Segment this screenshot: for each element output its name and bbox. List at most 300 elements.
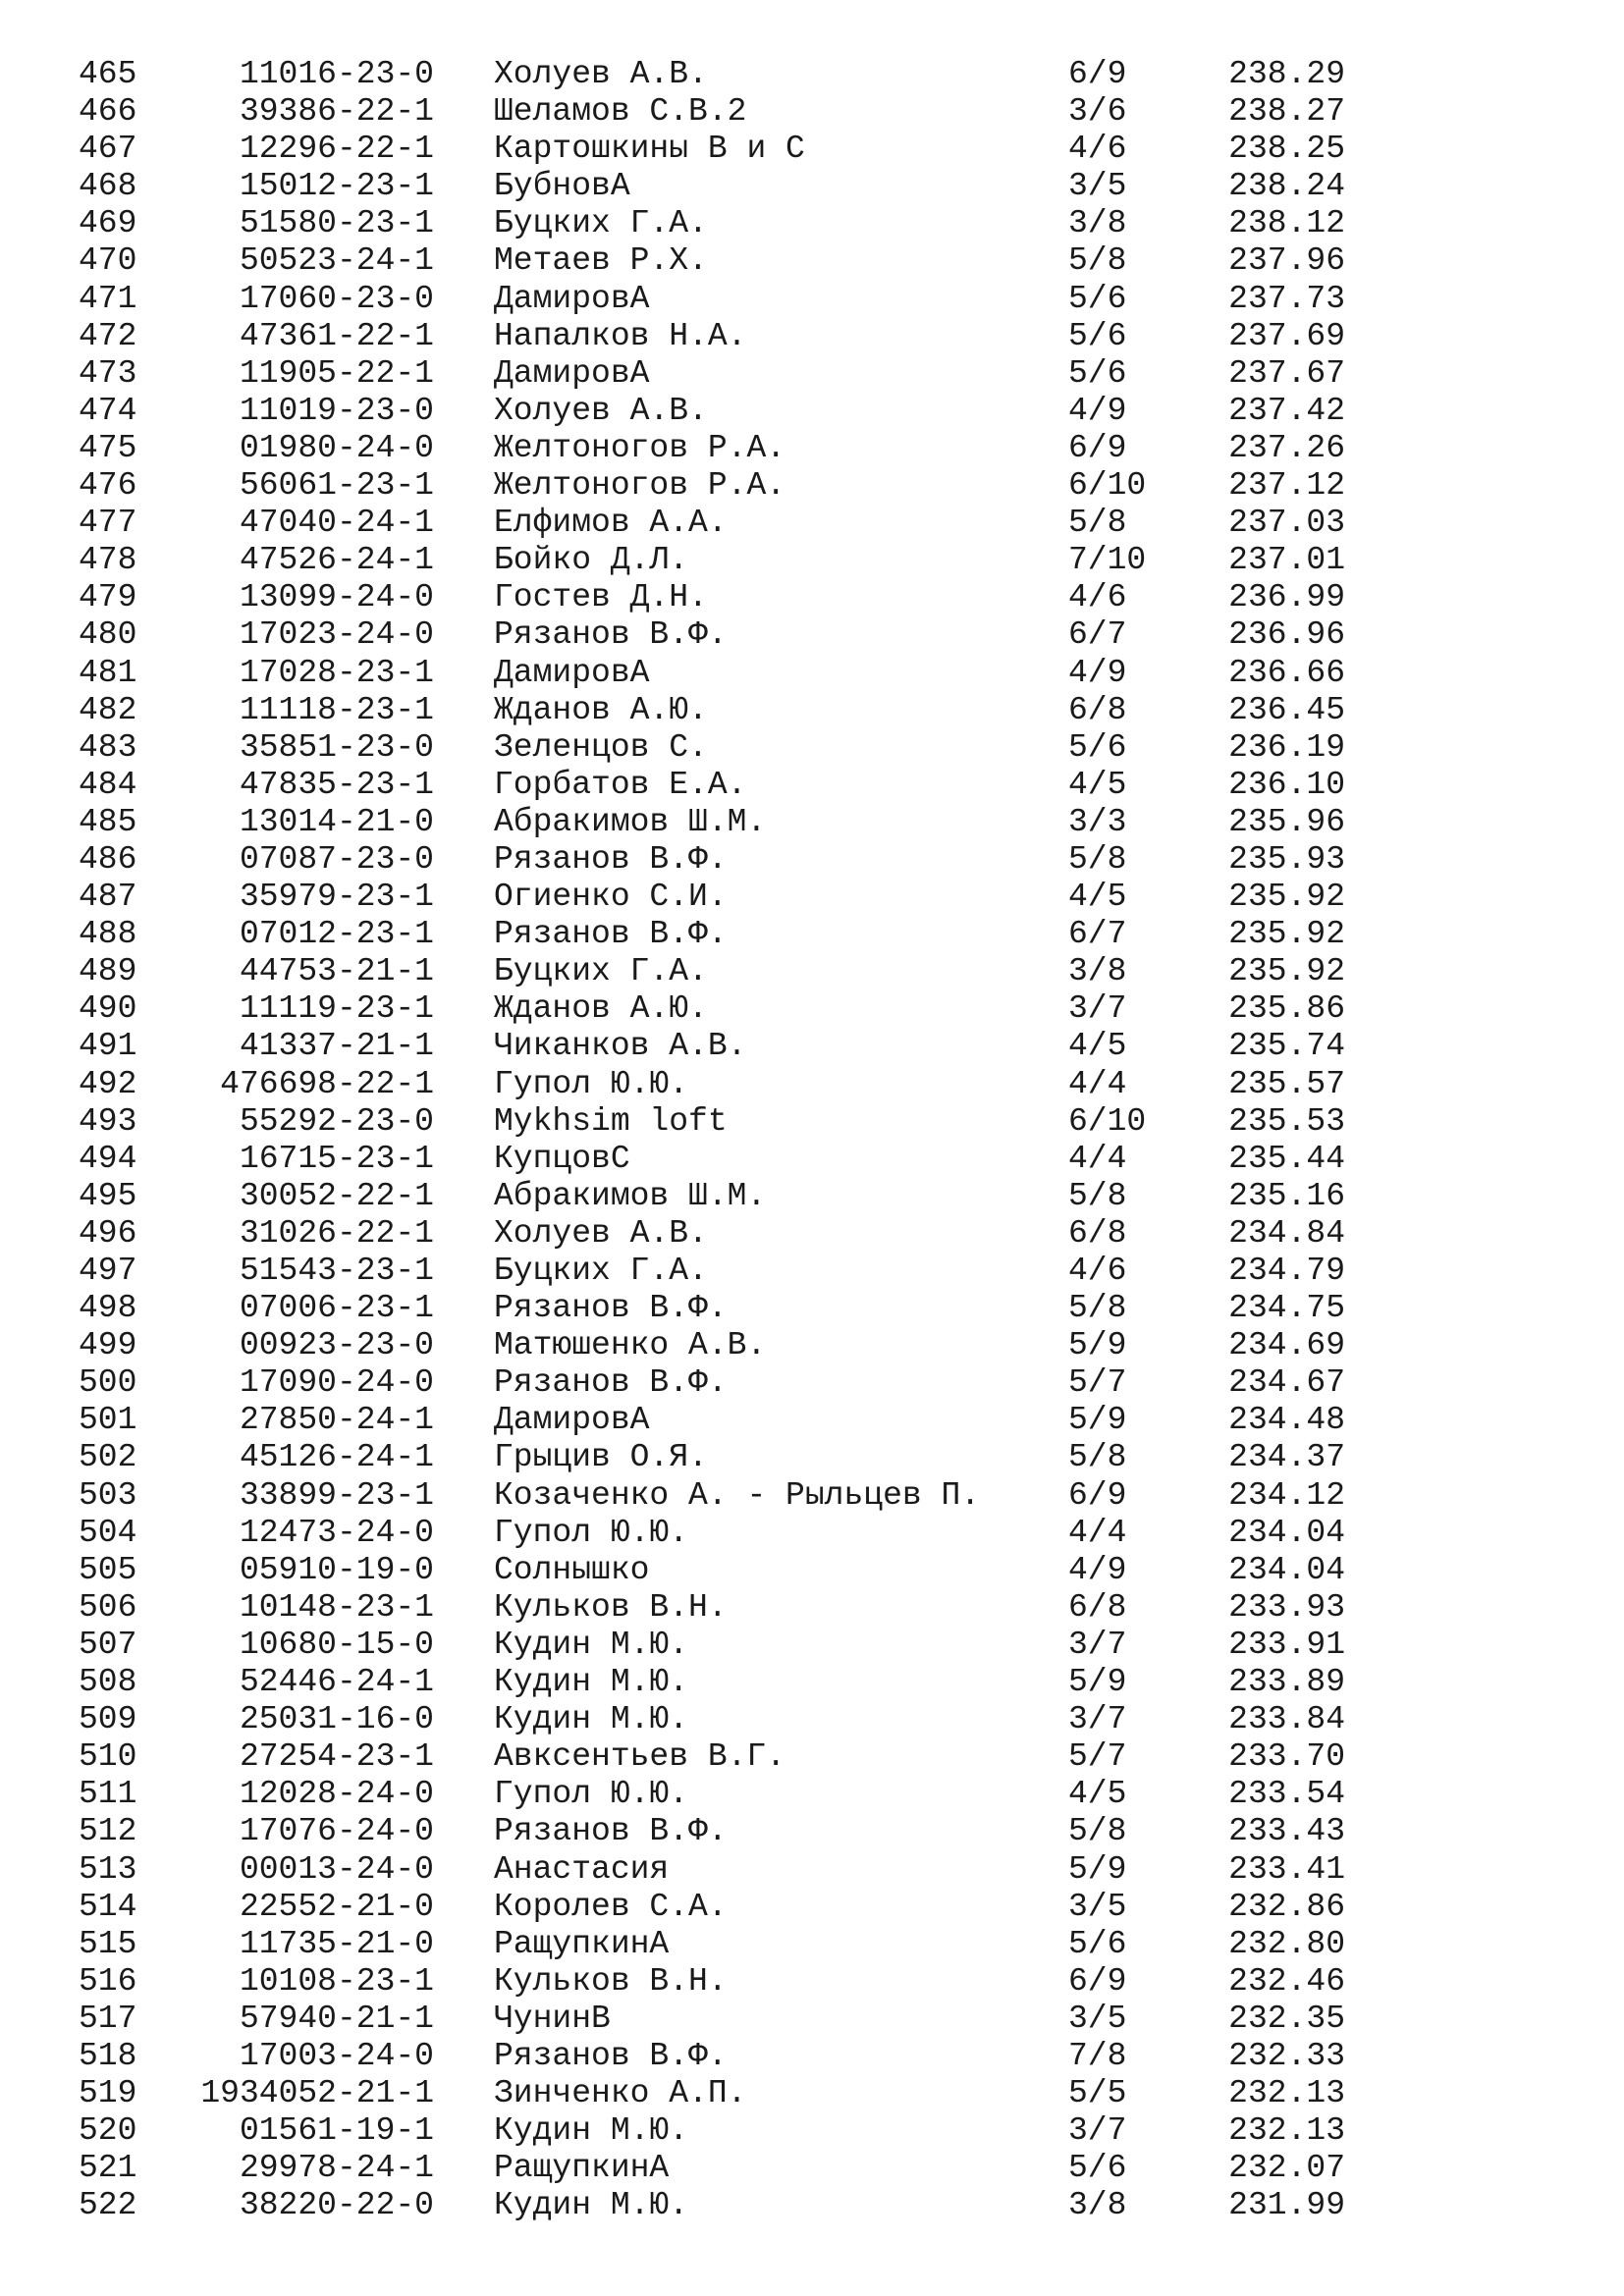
list-item <box>0 2187 1624 2224</box>
row-fraction: 3/3 <box>1068 803 1127 840</box>
row-name: Рязанов В.Ф. <box>494 916 728 953</box>
row-fraction: 4/4 <box>1068 1065 1127 1102</box>
row-name: КупцовС <box>494 1140 630 1177</box>
row-id: 17028-23-1 <box>239 654 434 691</box>
row-number: 493 <box>79 1102 137 1140</box>
row-score: 234.04 <box>1228 1551 1345 1588</box>
row-fraction: 3/7 <box>1068 1701 1127 1738</box>
row-number: 470 <box>79 242 137 280</box>
row-number: 515 <box>79 1925 137 1962</box>
row-name: Зинченко А.П. <box>494 2075 747 2112</box>
row-fraction: 4/6 <box>1068 131 1127 168</box>
row-name: Кудин М.Ю. <box>494 1664 689 1701</box>
list-item <box>0 1889 1624 1926</box>
row-score: 236.96 <box>1228 616 1345 654</box>
row-fraction: 4/5 <box>1068 1776 1127 1813</box>
row-fraction: 5/5 <box>1068 2075 1127 2112</box>
row-score: 234.84 <box>1228 1214 1345 1252</box>
row-id: 47040-24-1 <box>239 505 434 542</box>
row-id: 1934052-21-1 <box>200 2075 434 2112</box>
row-score: 235.53 <box>1228 1102 1345 1140</box>
row-name: Рязанов В.Ф. <box>494 1290 728 1327</box>
row-fraction: 7/8 <box>1068 2037 1127 2074</box>
row-fraction: 3/5 <box>1068 2000 1127 2037</box>
row-id: 41337-21-1 <box>239 1028 434 1065</box>
row-id: 12028-24-0 <box>239 1776 434 1813</box>
row-id: 05910-19-0 <box>239 1551 434 1588</box>
row-number: 516 <box>79 1962 137 2000</box>
row-name: Гупол Ю.Ю. <box>494 1776 689 1813</box>
row-name: Гостев Д.Н. <box>494 579 708 616</box>
row-id: 47361-22-1 <box>239 317 434 354</box>
list-item <box>0 1402 1624 1439</box>
row-fraction: 4/9 <box>1068 654 1127 691</box>
list-item <box>0 579 1624 616</box>
row-fraction: 5/8 <box>1068 505 1127 542</box>
row-score: 238.29 <box>1228 56 1345 92</box>
row-score: 232.80 <box>1228 1925 1345 1962</box>
row-name: Рязанов В.Ф. <box>494 840 728 878</box>
row-fraction: 5/6 <box>1068 354 1127 392</box>
row-number: 465 <box>79 56 137 92</box>
list-item <box>0 879 1624 916</box>
list-item <box>0 467 1624 505</box>
row-name: Анастасия <box>494 1850 670 1888</box>
row-id: 27850-24-1 <box>239 1402 434 1439</box>
row-score: 238.12 <box>1228 205 1345 242</box>
list-item <box>0 1738 1624 1776</box>
row-number: 513 <box>79 1850 137 1888</box>
row-number: 502 <box>79 1439 137 1476</box>
row-id: 30052-22-1 <box>239 1177 434 1214</box>
row-fraction: 3/5 <box>1068 168 1127 205</box>
row-score: 232.35 <box>1228 2000 1345 2037</box>
list-item <box>0 953 1624 990</box>
row-score: 232.13 <box>1228 2075 1345 2112</box>
row-name: Рязанов В.Ф. <box>494 2037 728 2074</box>
row-score: 235.92 <box>1228 953 1345 990</box>
row-number: 476 <box>79 467 137 505</box>
row-id: 10108-23-1 <box>239 1962 434 2000</box>
row-number: 472 <box>79 317 137 354</box>
row-number: 519 <box>79 2075 137 2112</box>
row-id: 476698-22-1 <box>220 1065 434 1102</box>
row-name: ДамировА <box>494 354 650 392</box>
list-item <box>0 93 1624 131</box>
row-name: Козаченко А. - Рыльцев П. <box>494 1476 981 1514</box>
row-score: 235.86 <box>1228 990 1345 1028</box>
row-score: 237.96 <box>1228 242 1345 280</box>
row-id: 17076-24-0 <box>239 1813 434 1850</box>
row-fraction: 5/8 <box>1068 1439 1127 1476</box>
row-fraction: 5/7 <box>1068 1738 1127 1776</box>
row-fraction: 6/7 <box>1068 616 1127 654</box>
row-id: 10148-23-1 <box>239 1588 434 1626</box>
list-item <box>0 1253 1624 1290</box>
row-fraction: 5/9 <box>1068 1402 1127 1439</box>
list-item <box>0 430 1624 467</box>
row-number: 509 <box>79 1701 137 1738</box>
row-id: 07006-23-1 <box>239 1290 434 1327</box>
row-name: Абракимов Ш.М. <box>494 803 767 840</box>
list-item <box>0 393 1624 430</box>
row-name: Бойко Д.Л. <box>494 542 689 579</box>
row-score: 235.44 <box>1228 1140 1345 1177</box>
row-id: 31026-22-1 <box>239 1214 434 1252</box>
row-id: 56061-23-1 <box>239 467 434 505</box>
row-number: 495 <box>79 1177 137 1214</box>
list-item <box>0 2001 1624 2038</box>
row-fraction: 5/7 <box>1068 1364 1127 1402</box>
row-score: 236.99 <box>1228 579 1345 616</box>
row-number: 477 <box>79 505 137 542</box>
row-number: 483 <box>79 728 137 766</box>
row-id: 11905-22-1 <box>239 354 434 392</box>
row-fraction: 5/6 <box>1068 317 1127 354</box>
row-id: 12473-24-0 <box>239 1514 434 1551</box>
row-name: Гупол Ю.Ю. <box>494 1514 689 1551</box>
row-name: РащупкинА <box>494 1925 670 1962</box>
row-score: 233.84 <box>1228 1701 1345 1738</box>
row-fraction: 4/5 <box>1068 1028 1127 1065</box>
row-number: 466 <box>79 93 137 131</box>
row-name: Холуев А.В. <box>494 56 708 92</box>
list-item <box>0 655 1624 692</box>
row-id: 51580-23-1 <box>239 205 434 242</box>
row-name: Гупол Ю.Ю. <box>494 1065 689 1102</box>
row-score: 237.01 <box>1228 542 1345 579</box>
row-id: 10680-15-0 <box>239 1626 434 1663</box>
list-item <box>0 131 1624 168</box>
row-number: 496 <box>79 1214 137 1252</box>
row-score: 235.74 <box>1228 1028 1345 1065</box>
row-number: 474 <box>79 392 137 429</box>
list-item <box>0 1066 1624 1103</box>
row-number: 497 <box>79 1253 137 1289</box>
list-item <box>0 1627 1624 1664</box>
list-item <box>0 2075 1624 2112</box>
row-score: 237.26 <box>1228 429 1345 466</box>
row-score: 235.93 <box>1228 840 1345 878</box>
list-item <box>0 505 1624 542</box>
row-score: 232.86 <box>1228 1888 1345 1925</box>
list-item <box>0 692 1624 729</box>
row-id: 44753-21-1 <box>239 953 434 990</box>
row-fraction: 3/8 <box>1068 953 1127 990</box>
row-name: Рязанов В.Ф. <box>494 616 728 654</box>
row-fraction: 4/5 <box>1068 766 1127 803</box>
row-score: 234.79 <box>1228 1253 1345 1289</box>
row-name: Напалков Н.А. <box>494 317 747 354</box>
row-id: 13099-24-0 <box>239 579 434 616</box>
row-number: 512 <box>79 1813 137 1850</box>
row-id: 39386-22-1 <box>239 93 434 131</box>
row-score: 235.96 <box>1228 803 1345 840</box>
row-name: Кудин М.Ю. <box>494 2187 689 2224</box>
row-number: 514 <box>79 1888 137 1925</box>
row-name: Mykhsim loft <box>494 1102 728 1140</box>
row-name: Шеламов С.В.2 <box>494 93 747 131</box>
row-id: 22552-21-0 <box>239 1888 434 1925</box>
row-number: 522 <box>79 2187 137 2224</box>
row-id: 25031-16-0 <box>239 1701 434 1738</box>
row-score: 231.99 <box>1228 2187 1345 2224</box>
row-score: 233.41 <box>1228 1850 1345 1888</box>
row-number: 489 <box>79 953 137 990</box>
row-number: 517 <box>79 2000 137 2037</box>
list-item <box>0 1701 1624 1738</box>
row-fraction: 3/8 <box>1068 205 1127 242</box>
list-item <box>0 1215 1624 1253</box>
row-id: 33899-23-1 <box>239 1476 434 1514</box>
row-name: ДамировА <box>494 654 650 691</box>
row-fraction: 6/8 <box>1068 691 1127 728</box>
row-name: Желтоногов Р.А. <box>494 429 786 466</box>
row-id: 11119-23-1 <box>239 990 434 1028</box>
row-name: Королев С.А. <box>494 1888 728 1925</box>
row-id: 16715-23-1 <box>239 1140 434 1177</box>
row-number: 487 <box>79 879 137 916</box>
list-item <box>0 916 1624 953</box>
row-fraction: 4/4 <box>1068 1514 1127 1551</box>
list-item <box>0 1178 1624 1215</box>
row-id: 00013-24-0 <box>239 1850 434 1888</box>
row-number: 479 <box>79 579 137 616</box>
row-fraction: 3/5 <box>1068 1888 1127 1925</box>
row-number: 478 <box>79 542 137 579</box>
row-score: 233.70 <box>1228 1738 1345 1776</box>
row-fraction: 5/6 <box>1068 280 1127 317</box>
row-number: 520 <box>79 2112 137 2150</box>
list-item <box>0 1515 1624 1552</box>
row-number: 468 <box>79 168 137 205</box>
row-fraction: 5/8 <box>1068 1813 1127 1850</box>
row-name: Огиенко С.И. <box>494 879 728 916</box>
row-id: 12296-22-1 <box>239 131 434 168</box>
row-name: Буцких Г.А. <box>494 1253 708 1289</box>
list-item <box>0 205 1624 242</box>
row-name: Холуев А.В. <box>494 392 708 429</box>
row-fraction: 3/7 <box>1068 990 1127 1028</box>
row-score: 237.03 <box>1228 505 1345 542</box>
row-fraction: 5/8 <box>1068 1177 1127 1214</box>
row-number: 480 <box>79 616 137 654</box>
row-fraction: 4/9 <box>1068 392 1127 429</box>
row-score: 237.67 <box>1228 354 1345 392</box>
row-id: 57940-21-1 <box>239 2000 434 2037</box>
row-fraction: 4/4 <box>1068 1140 1127 1177</box>
list-item <box>0 168 1624 205</box>
row-fraction: 4/6 <box>1068 1253 1127 1289</box>
row-id: 35851-23-0 <box>239 728 434 766</box>
list-item <box>0 767 1624 804</box>
row-score: 232.07 <box>1228 2150 1345 2187</box>
row-name: Кудин М.Ю. <box>494 2112 689 2150</box>
row-id: 17003-24-0 <box>239 2037 434 2074</box>
list-item <box>0 1439 1624 1476</box>
row-name: Кудин М.Ю. <box>494 1626 689 1663</box>
list-item <box>0 1552 1624 1589</box>
row-score: 235.57 <box>1228 1065 1345 1102</box>
row-number: 469 <box>79 205 137 242</box>
row-fraction: 4/9 <box>1068 1551 1127 1588</box>
list-item <box>0 804 1624 841</box>
row-fraction: 5/8 <box>1068 1290 1127 1327</box>
row-name: Авксентьев В.Г. <box>494 1738 786 1776</box>
row-id: 01980-24-0 <box>239 429 434 466</box>
row-score: 237.73 <box>1228 280 1345 317</box>
row-name: Грыцив О.Я. <box>494 1439 708 1476</box>
row-number: 473 <box>79 354 137 392</box>
list-item <box>0 1776 1624 1813</box>
row-score: 234.75 <box>1228 1290 1345 1327</box>
row-score: 233.54 <box>1228 1776 1345 1813</box>
row-score: 233.93 <box>1228 1588 1345 1626</box>
row-score: 232.13 <box>1228 2112 1345 2150</box>
row-id: 17090-24-0 <box>239 1364 434 1402</box>
row-number: 488 <box>79 916 137 953</box>
row-name: Холуев А.В. <box>494 1214 708 1252</box>
row-number: 506 <box>79 1588 137 1626</box>
row-number: 485 <box>79 803 137 840</box>
row-score: 238.25 <box>1228 131 1345 168</box>
row-fraction: 6/9 <box>1068 1962 1127 2000</box>
row-score: 237.12 <box>1228 467 1345 505</box>
results-list <box>0 56 1624 2224</box>
row-fraction: 5/6 <box>1068 728 1127 766</box>
list-item <box>0 616 1624 654</box>
row-number: 510 <box>79 1738 137 1776</box>
row-id: 07087-23-0 <box>239 840 434 878</box>
row-name: Кульков В.Н. <box>494 1962 728 2000</box>
row-id: 11019-23-0 <box>239 392 434 429</box>
row-score: 235.92 <box>1228 879 1345 916</box>
row-number: 498 <box>79 1290 137 1327</box>
row-number: 501 <box>79 1402 137 1439</box>
list-item <box>0 1477 1624 1515</box>
row-score: 234.67 <box>1228 1364 1345 1402</box>
row-number: 521 <box>79 2150 137 2187</box>
list-item <box>0 1141 1624 1178</box>
row-number: 481 <box>79 654 137 691</box>
row-name: БубновА <box>494 168 630 205</box>
list-item <box>0 2150 1624 2187</box>
row-number: 471 <box>79 280 137 317</box>
list-item <box>0 542 1624 579</box>
row-name: РащупкинА <box>494 2150 670 2187</box>
row-fraction: 5/6 <box>1068 2150 1127 2187</box>
list-item <box>0 1028 1624 1065</box>
row-number: 486 <box>79 840 137 878</box>
list-item <box>0 2038 1624 2075</box>
row-fraction: 6/9 <box>1068 1476 1127 1514</box>
list-item <box>0 318 1624 355</box>
row-id: 07012-23-1 <box>239 916 434 953</box>
list-item <box>0 1327 1624 1364</box>
list-item <box>0 1963 1624 2001</box>
row-number: 500 <box>79 1364 137 1402</box>
row-name: ДамировА <box>494 280 650 317</box>
row-score: 234.48 <box>1228 1402 1345 1439</box>
row-score: 233.89 <box>1228 1664 1345 1701</box>
row-name: Абракимов Ш.М. <box>494 1177 767 1214</box>
row-id: 47526-24-1 <box>239 542 434 579</box>
row-fraction: 4/6 <box>1068 579 1127 616</box>
row-name: Желтоногов Р.А. <box>494 467 786 505</box>
row-score: 237.69 <box>1228 317 1345 354</box>
row-fraction: 5/8 <box>1068 242 1127 280</box>
row-name: Рязанов В.Ф. <box>494 1813 728 1850</box>
row-name: ДамировА <box>494 1402 650 1439</box>
row-name: Елфимов А.А. <box>494 505 728 542</box>
list-item <box>0 56 1624 93</box>
list-item <box>0 1851 1624 1889</box>
row-id: 35979-23-1 <box>239 879 434 916</box>
row-name: Жданов А.Ю. <box>494 990 708 1028</box>
row-fraction: 4/5 <box>1068 879 1127 916</box>
list-item <box>0 1664 1624 1701</box>
row-id: 00923-23-0 <box>239 1327 434 1364</box>
row-id: 13014-21-0 <box>239 803 434 840</box>
row-fraction: 6/9 <box>1068 429 1127 466</box>
row-id: 17023-24-0 <box>239 616 434 654</box>
row-number: 492 <box>79 1065 137 1102</box>
list-item <box>0 1813 1624 1850</box>
row-id: 50523-24-1 <box>239 242 434 280</box>
list-item <box>0 1589 1624 1627</box>
row-number: 504 <box>79 1514 137 1551</box>
row-score: 234.69 <box>1228 1327 1345 1364</box>
row-fraction: 5/9 <box>1068 1664 1127 1701</box>
row-name: Кудин М.Ю. <box>494 1701 689 1738</box>
row-id: 27254-23-1 <box>239 1738 434 1776</box>
row-id: 11016-23-0 <box>239 56 434 92</box>
row-name: Рязанов В.Ф. <box>494 1364 728 1402</box>
row-id: 51543-23-1 <box>239 1253 434 1289</box>
row-fraction: 3/7 <box>1068 1626 1127 1663</box>
row-fraction: 5/9 <box>1068 1327 1127 1364</box>
row-name: Буцких Г.А. <box>494 953 708 990</box>
list-item <box>0 841 1624 879</box>
list-item <box>0 242 1624 280</box>
row-name: Солнышко <box>494 1551 650 1588</box>
row-score: 235.16 <box>1228 1177 1345 1214</box>
row-name: Матюшенко А.В. <box>494 1327 767 1364</box>
row-name: Буцких Г.А. <box>494 205 708 242</box>
row-name: Метаев Р.Х. <box>494 242 708 280</box>
list-item <box>0 1103 1624 1141</box>
row-fraction: 6/8 <box>1068 1588 1127 1626</box>
row-id: 01561-19-1 <box>239 2112 434 2150</box>
row-id: 38220-22-0 <box>239 2187 434 2224</box>
row-score: 236.19 <box>1228 728 1345 766</box>
row-number: 475 <box>79 429 137 466</box>
row-name: Жданов А.Ю. <box>494 691 708 728</box>
row-id: 17060-23-0 <box>239 280 434 317</box>
row-fraction: 5/6 <box>1068 1925 1127 1962</box>
row-score: 237.42 <box>1228 392 1345 429</box>
row-fraction: 5/8 <box>1068 840 1127 878</box>
row-score: 233.91 <box>1228 1626 1345 1663</box>
list-item <box>0 2112 1624 2150</box>
row-score: 232.46 <box>1228 1962 1345 2000</box>
row-name: Кульков В.Н. <box>494 1588 728 1626</box>
list-item <box>0 729 1624 767</box>
row-number: 494 <box>79 1140 137 1177</box>
row-score: 234.12 <box>1228 1476 1345 1514</box>
row-fraction: 6/8 <box>1068 1214 1127 1252</box>
row-fraction: 7/10 <box>1068 542 1147 579</box>
